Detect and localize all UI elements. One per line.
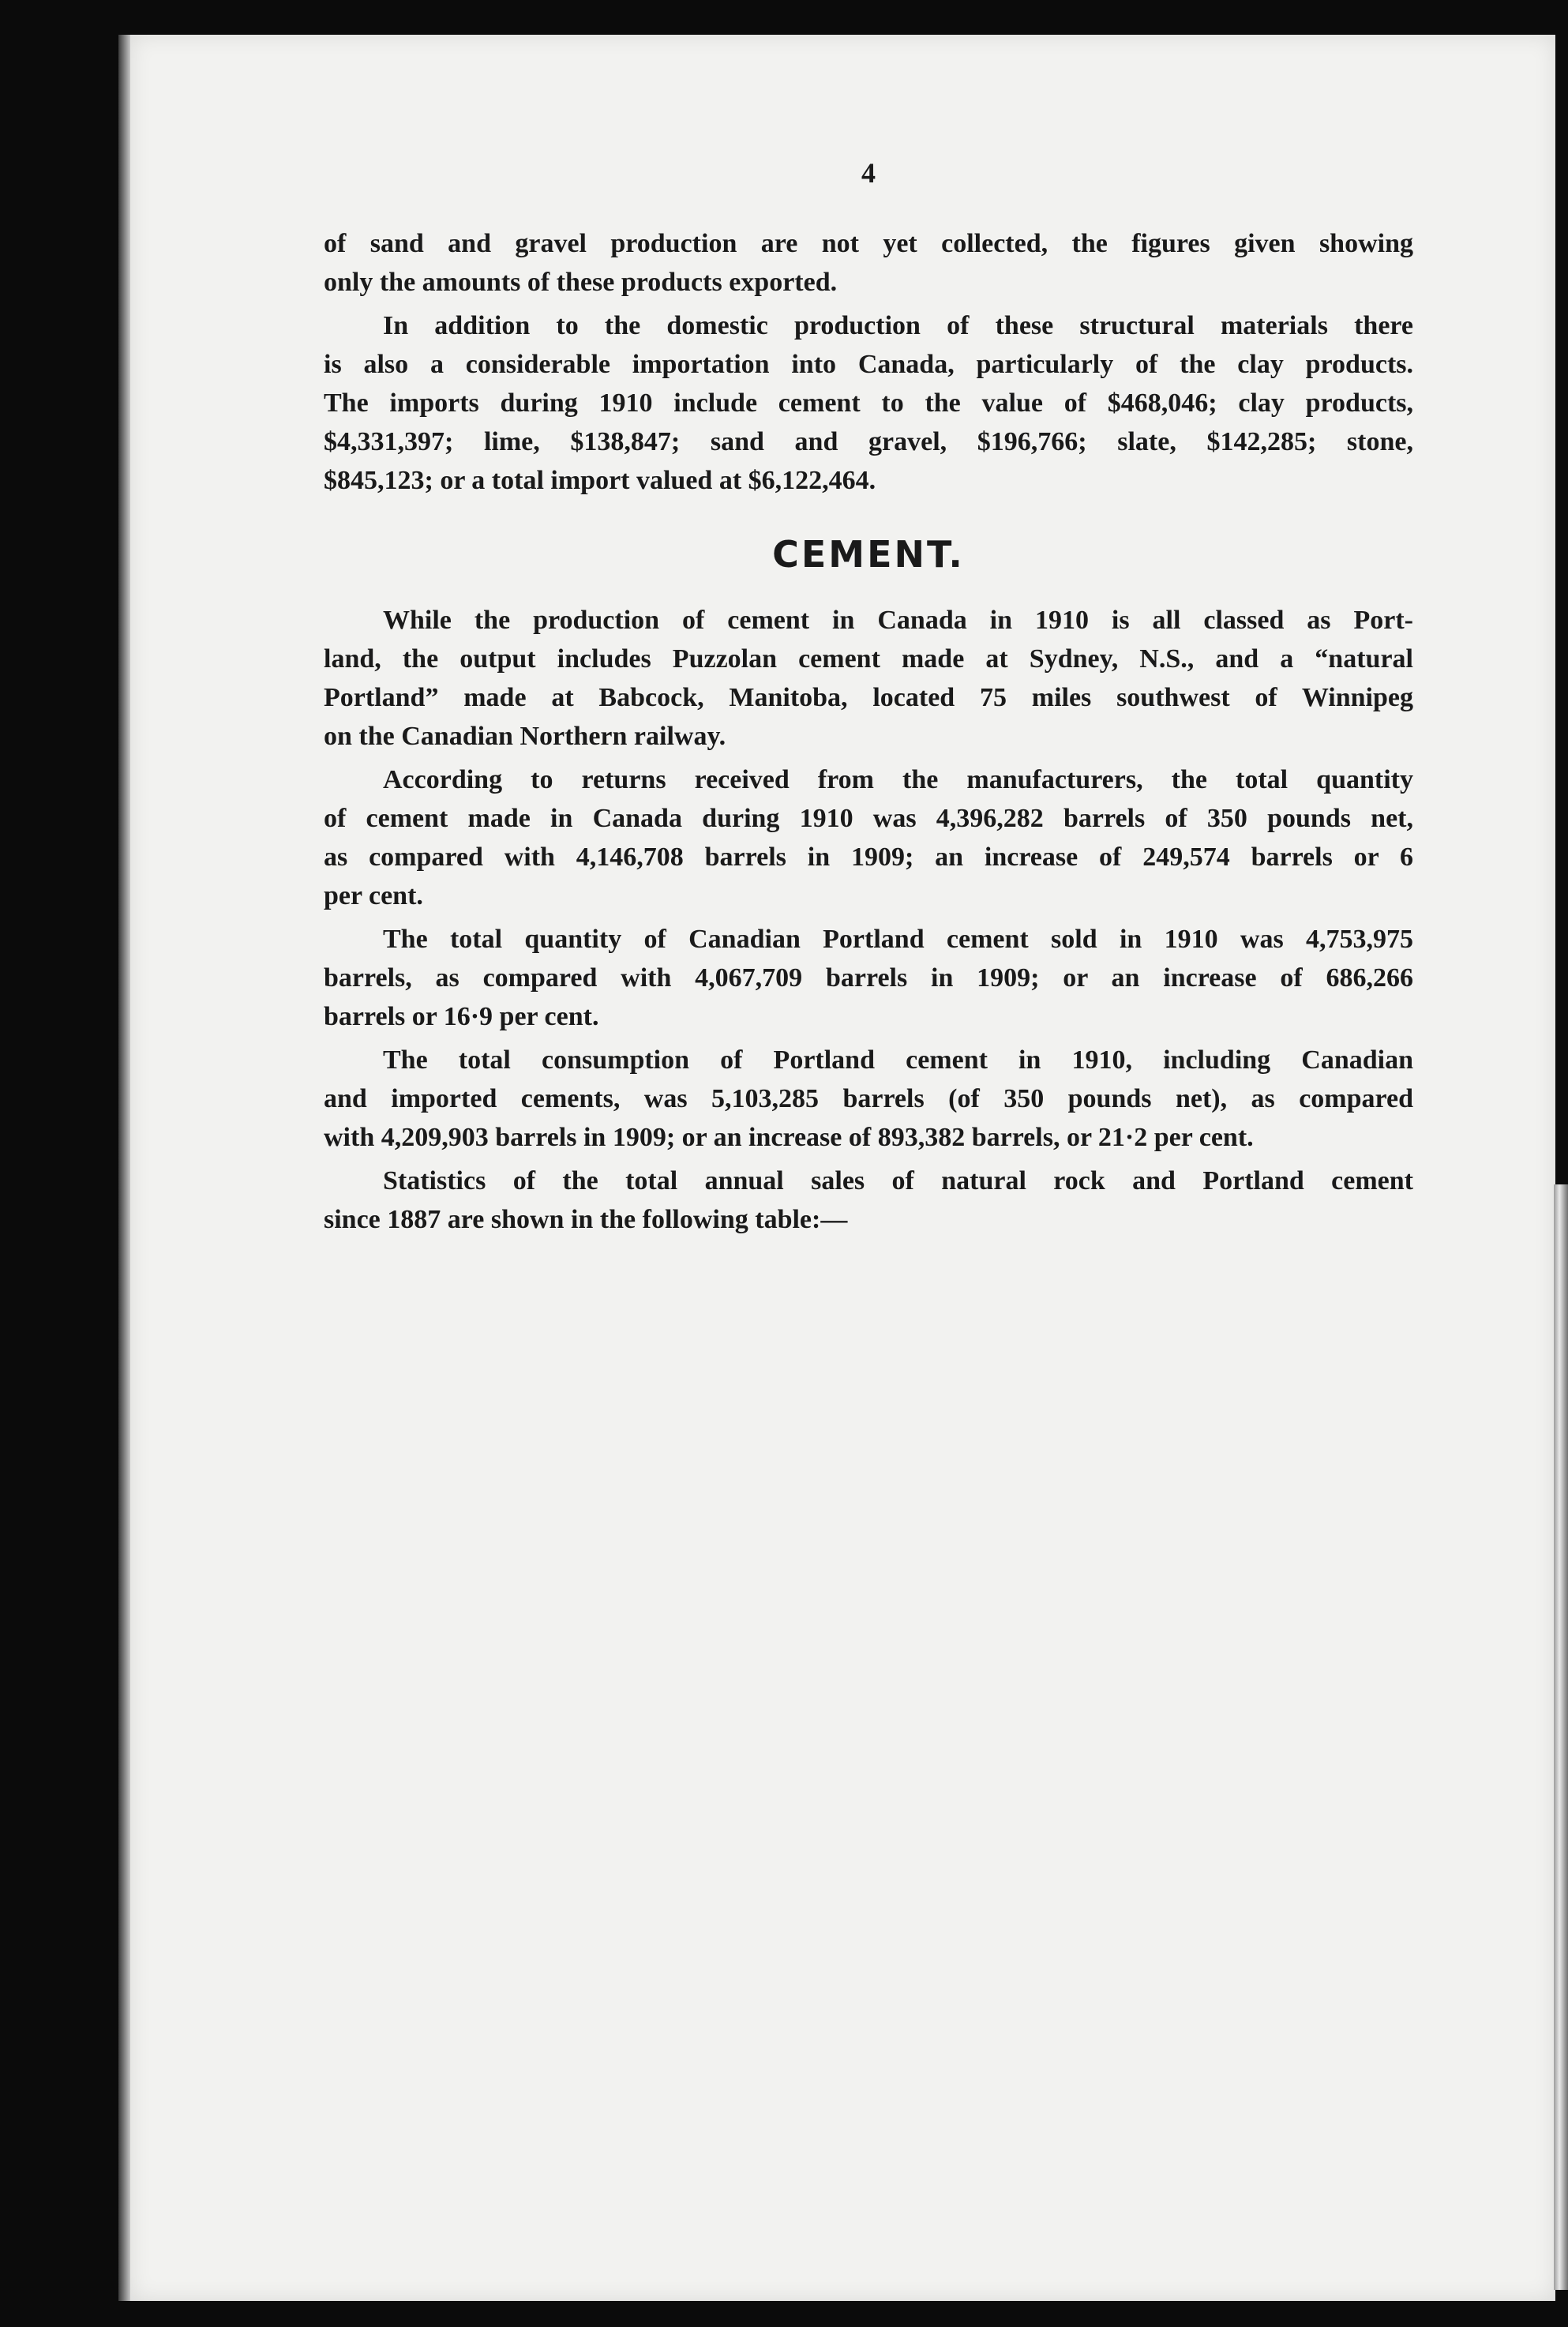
page-number: 4 [861, 157, 876, 189]
section-heading: CEMENT. [772, 533, 965, 576]
returns-paragraph [324, 760, 1413, 915]
page-stack-edge [1554, 1184, 1568, 2290]
portland-paragraph [324, 601, 1413, 756]
text-line: $845,123; or a total import valued at $6,122,464. [324, 466, 876, 495]
intro-paragraph [324, 224, 1413, 302]
text-line: barrels or 16·9 per cent. [324, 1002, 599, 1031]
text-line: In addition to the domestic production of these structural materials there [383, 311, 1413, 340]
text-line: The total consumption of Portland cement in 1910, including Canadian [383, 1045, 1413, 1075]
text-line: land, the output includes Puzzolan cement made at Sydney, N.S., and a “natural [324, 644, 1413, 674]
text-line: of cement made in Canada during 1910 was 4,396,282 barrels of 350 pounds net, [324, 804, 1413, 833]
text-line: and imported cements, was 5,103,285 barrels (of 350 pounds net), as compared [324, 1084, 1413, 1113]
text-line: only the amounts of these products exported. [324, 268, 838, 297]
text-line: The imports during 1910 include cement to the value of $468,046; clay products, [324, 388, 1413, 418]
consumption-paragraph [324, 1041, 1413, 1157]
text-line: since 1887 are shown in the following table:— [324, 1205, 848, 1234]
text-line: While the production of cement in Canada in 1910 is all classed as Port- [383, 606, 1413, 635]
text-line: of sand and gravel production are not yet collected, the figures given showing [324, 229, 1413, 258]
text-line: Portland” made at Babcock, Manitoba, located 75 miles southwest of Winnipeg [324, 683, 1413, 712]
text-line: The total quantity of Canadian Portland cement sold in 1910 was 4,753,975 [383, 925, 1413, 954]
text-line: per cent. [324, 881, 423, 910]
statistics-paragraph [324, 1162, 1413, 1239]
text-line: on the Canadian Northern railway. [324, 722, 726, 751]
imports-paragraph [324, 306, 1413, 500]
page-left-shadow [118, 35, 131, 2301]
sold-paragraph [324, 920, 1413, 1036]
page-text [324, 154, 1413, 1244]
text-line: Statistics of the total annual sales of natural rock and Portland cement [383, 1166, 1413, 1195]
text-line: with 4,209,903 barrels in 1909; or an increase of 893,382 barrels, or 21·2 per cent. [324, 1123, 1254, 1152]
text-line: According to returns received from the manufacturers, the total quantity [383, 765, 1413, 794]
text-line: barrels, as compared with 4,067,709 barrels in 1909; or an increase of 686,266 [324, 963, 1413, 993]
text-line: is also a considerable importation into Canada, particularly of the clay products. [324, 350, 1413, 379]
text-line: $4,331,397; lime, $138,847; sand and gravel, $196,766; slate, $142,285; stone, [324, 427, 1413, 456]
text-line: as compared with 4,146,708 barrels in 1909; an increase of 249,574 barrels or 6 [324, 843, 1413, 872]
